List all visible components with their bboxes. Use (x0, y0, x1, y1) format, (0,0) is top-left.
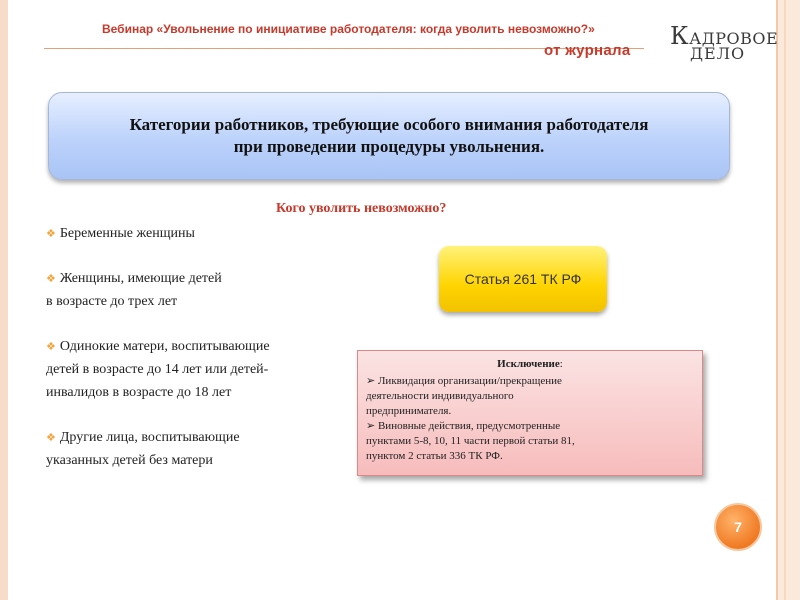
categories-list (46, 222, 366, 494)
journal-logo (670, 22, 779, 63)
exception-line: ➢ Ликвидация организации/прекращение (366, 375, 562, 387)
slide-frame-left (0, 0, 8, 600)
diamond-bullet-icon: ❖ (46, 341, 56, 353)
logo-word1: АДРОВОЕ (689, 29, 779, 48)
slide-title-box (48, 92, 730, 180)
logo-word2: ДЕЛО (690, 44, 746, 63)
slide-frame-right (776, 0, 800, 600)
list-item: ❖ Беременные женщины (46, 226, 195, 241)
exception-line: предпринимателя. (366, 405, 452, 417)
question-heading: Кого уволить невозможно? (276, 201, 447, 216)
page-number-badge: 7 (714, 503, 762, 551)
diamond-bullet-icon: ❖ (46, 432, 56, 444)
diamond-bullet-icon: ❖ (46, 228, 56, 240)
list-item: ❖ Женщины, имеющие детей в возрасте до трех лет (46, 271, 222, 309)
exception-line: деятельности индивидуального (366, 390, 514, 402)
title-line-2: при проведении процедуры увольнения. (233, 137, 545, 156)
article-261-button[interactable]: Статья 261 ТК РФ (439, 246, 607, 312)
title-line-1: Категории работников, требующие особого внимания работодателя (129, 115, 649, 134)
list-item: ❖ Другие лица, воспитывающие указанных детей без матери (46, 430, 240, 468)
webinar-title: Вебинар «Увольнение по инициативе работодателя: когда уволить невозможно?» (102, 22, 595, 36)
exception-line: пунктом 2 статьи 336 ТК РФ. (366, 450, 503, 462)
exception-line: ➢ Виновные действия, предусмотренные (366, 420, 561, 432)
list-item: ❖ Одинокие матери, воспитывающие детей в возрасте до 14 лет или детей- инвалидов в возрасте до 18 лет (46, 339, 270, 400)
journal-subtitle: от журнала (544, 42, 631, 59)
exception-title: Исключение (497, 358, 560, 370)
exception-line: пунктами 5-8, 10, 11 части первой статьи 81, (366, 435, 575, 447)
exception-box: Исключение: ➢ Ликвидация организации/прекращение деятельности индивидуального предпринимателя. ➢ Виновные действия, предусмотренные пунктами 5-8, 10, 11 части первой статьи 81, пунктом 2 статьи 336 ТК РФ. (357, 350, 703, 476)
diamond-bullet-icon: ❖ (46, 273, 56, 285)
logo-initial: К (670, 22, 690, 50)
